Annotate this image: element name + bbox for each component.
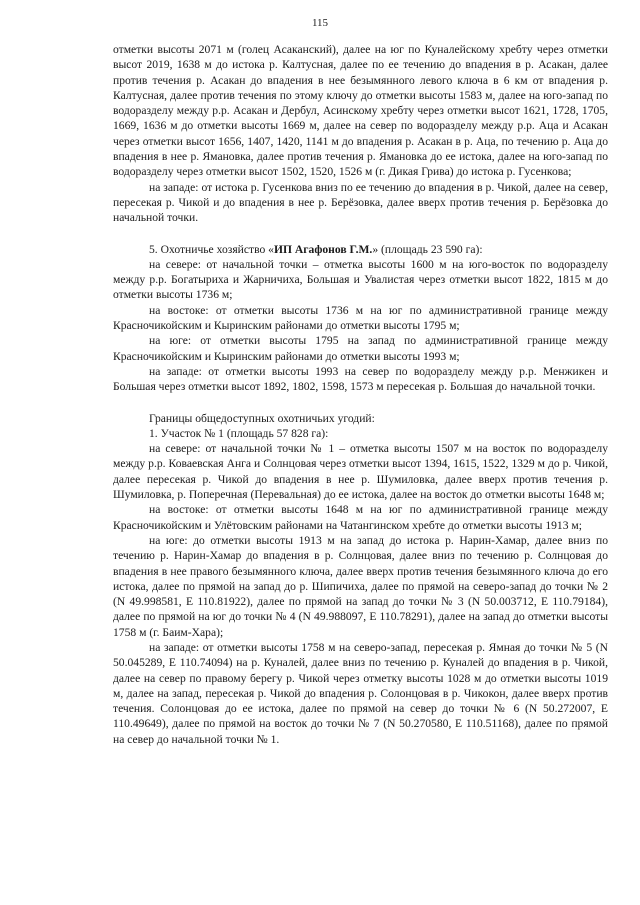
paragraph-plot1-south: на юге: до отметки высоты 1913 м на запад до истока р. Нарин-Хамар, далее вниз по течению р. Нарин-Хамар до впадения в р. Солнцовая, далее вниз по течению р. Солнцовая до впадения в нее правого безымянного ключа, далее вверх против течения безымянного ключа до его истока, далее по прямой на запад до р. Шипичиха, далее по прямой на северо-запад до точки № 2 (N 49.998581, E 110.81922), далее по прямой на запад до точки № 3 (N 50.003712, E 110.79184), далее по прямой на юг до точки № 4 (N 49.988097, E 110.78291), далее на запад до отметки высоты 1758 м (г. Баим-Хара); <box>113 533 608 639</box>
document-body <box>113 42 608 747</box>
heading-owner-name: ИП Агафонов Г.М. <box>273 242 373 256</box>
paragraph-plot1-west: на западе: от отметки высоты 1758 м на северо-запад, пересекая р. Ямная до точки № 5 (N 50.045289, E 110.74094) на р. Куналей, далее вниз по течению р. Куналей до впадения в р. Чикой, далее на север по правому берегу р. Чикой через отметку высоты 1028 м до отметки высоты 1019 м, далее на запад, пересекая р. Чикой до впадения р. Солонцовая в р. Чикокон, далее вверх против течения. Солонцовая до ее истока, далее по прямой на север до точки № 6 (N 50.272007, E 110.49649), далее по прямой на восток до точки № 7 (N 50.270580, E 110.51168), далее по прямой на север до начальной точки № 1. <box>113 640 608 746</box>
paragraph-east-boundary: на востоке: от отметки высоты 1736 м на юг по административной границе между Красночикойским и Кыринским районами до отметки высоты 1795 м; <box>113 303 608 333</box>
paragraph-west-boundary: на западе: от истока р. Гусенкова вниз по ее течению до впадения в р. Чикой, далее на север, пересекая р. Чикой и до впадения в нее р. Берёзовка, далее вверх против течения р. Берёзовка до начальной точки. <box>113 180 608 225</box>
paragraph-plot1-north: на севере: от начальной точки № 1 – отметка высоты 1507 м на восток по водоразделу между р.р. Коваевская Анга и Солнцовая через отметки высот 1394, 1615, 1522, 1329 м до р. Чикой, далее пересекая р. Чикой до впадения в нее р. Шумиловка, далее вверх против течения р. Шумиловка, р. Поперечная (Перевальная) до ее истока, далее на восток до отметки высоты 1648 м; <box>113 442 608 502</box>
paragraph-west-boundary-2: на западе: от отметки высоты 1993 на север по водоразделу между р.р. Менжикен и Большая через отметки высот 1892, 1802, 1598, 1573 м пересекая р. Большая до начальной точки. <box>113 364 608 394</box>
page-number: 115 <box>311 17 329 29</box>
heading-prefix: 5. Охотничье хозяйство « <box>149 242 274 256</box>
spacer <box>113 226 608 242</box>
section-heading-hunting-farm-5 <box>113 242 608 257</box>
subsection-heading-plot-1: 1. Участок № 1 (площадь 57 828 га): <box>149 426 329 440</box>
paragraph-plot1-east: на востоке: от отметки высоты 1648 м на юг по административной границе между Красночикойским и Улётовским районами на Чатангинском хребте до отметки высоты 1913 м; <box>113 503 608 532</box>
paragraph-boundary-continuation: отметки высоты 2071 м (голец Асаканский), далее на юг по Куналейскому хребту через отметки высот 2019, 1638 м до истока р. Калтусная, далее по ее течению до впадения в р. Асакан, далее против течения р. Асакан до впадения в нее безымянного левого ключа в 6 км от впадения р. Калтусная, далее против течения по этому ключу до отметки высоты 1583 м, далее на юго-запад по водоразделу между р.р. Асакан и Дербул, Асинскому хребту через отметки высот 1621, 1728, 1705, 1669, 1636 м до отметки высоты 1669 м, далее на север по водоразделу между р.р. Аца и Асакан через отметки высот 1656, 1407, 1420, 1141 м до впадения р. Асакан в р. Аца, по течению р. Аца до впадения в нее р. Ямановка, далее против течения р. Ямановка до ее истока, далее на юго-запад по водоразделу через отметки высот 1502, 1520, 1526 м (г. Дикая Грива) до истока р. Гусенкова; <box>113 43 608 179</box>
paragraph-south-boundary: на юге: от отметки высоты 1795 на запад по административной границе между Красночикойским и Кыринским районами до отметки высоты 1993 м; <box>113 334 608 363</box>
heading-suffix: » (площадь 23 590 га): <box>372 242 483 256</box>
spacer <box>113 395 608 411</box>
section-heading-public-lands: Границы общедоступных охотничьих угодий: <box>149 411 375 425</box>
paragraph-north-boundary: на севере: от начальной точки – отметка высоты 1600 м на юго-восток по водоразделу между р.р. Богатыриха и Жарничиха, Большая и Увалистая через отметки высот 1822, 1815 м до отметки высоты 1736 м; <box>113 257 608 302</box>
